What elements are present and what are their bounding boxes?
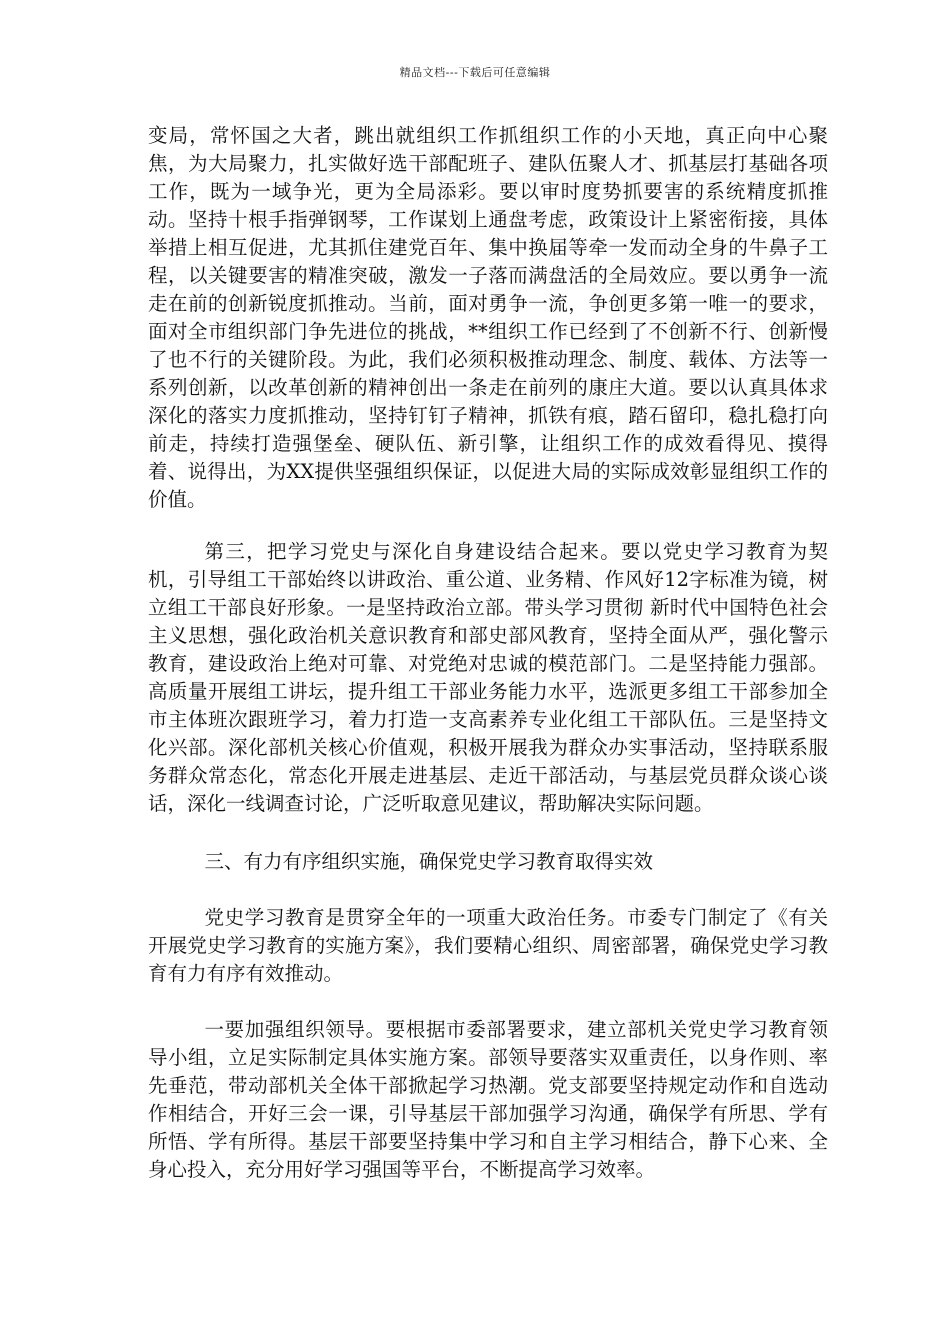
paragraph-third-point: 第三，把学习党史与深化自身建设结合起来。要以党史学习教育为契机，引导组工干部始终以讲政治、重公道、业务精、作风好12字标准为镜，树立组工干部良好形象。一是坚持政治立部。带头学习贯彻 新时代中国特色社会主义思想，强化政治机关意识教育和部史部风教育，坚持全面从严，强化警示教育，建设政治上绝对可靠、对党绝对忠诚的模范部门。二是坚持能力强部。高质量开展组工讲坛，提升组工干部业务能力水平，选派更多组工干部参加全市主体班次跟班学习，着力打造一支高素养专业化组工干部队伍。三是坚持文化兴部。深化部机关核心价值观，积极开展我为群众办实事活动，坚持联系服务群众常态化，常态化开展走进基层、走近干部活动，与基层党员群众谈心谈话，深化一线调查讨论，广泛听取意见建议，帮助解决实际问题。	[148, 540, 828, 815]
paragraph-continuation: 变局，常怀国之大者，跳出就组织工作抓组织工作的小天地，真正向中心聚焦，为大局聚力，扎实做好选干部配班子、建队伍聚人才、抓基层打基础各项工作，既为一域争光，更为全局添彩。要以审时度势抓要害的系统精度抓推动。坚持十根手指弹钢琴，工作谋划上通盘考虑，政策设计上紧密衔接，具体举措上相互促进，尤其抓住建党百年、集中换届等牵一发而动全身的牛鼻子工程，以关键要害的精准突破，激发一子落而满盘活的全局效应。要以勇争一流走在前的创新锐度抓推动。当前，面对勇争一流，争创更多第一唯一的要求，面对全市组织部门争先进位的挑战，**组织工作已经到了不创新不行、创新慢了也不行的关键阶段。为此，我们必须积极推动理念、制度、载体、方法等一系列创新，以改革创新的精神创出一条走在前列的康庄大道。要以认真具体求深化的落实力度抓推动，坚持钉钉子精神，抓铁有痕，踏石留印，稳扎稳打向前走，持续打造强堡垒、硬队伍、新引擎，让组织工作的成效看得见、摸得着、说得出，为XX提供坚强组织保证，以促进大局的实际成效彰显组织工作的价值。	[148, 124, 828, 511]
document-body	[148, 122, 828, 1184]
paragraph-intro: 党史学习教育是贯穿全年的一项重大政治任务。市委专门制定了《有关开展党史学习教育的实施方案》，我们要精心组织、周密部署，确保党史学习教育有力有序有效推动。	[148, 906, 828, 985]
section-heading: 三、有力有序组织实施，确保党史学习教育取得实效	[204, 850, 654, 873]
page-header: 精品文档---下载后可任意编辑	[399, 66, 551, 79]
paragraph-leadership: 一要加强组织领导。要根据市委部署要求，建立部机关党史学习教育领导小组，立足实际制定具体实施方案。部领导要落实双重责任，以身作则、率先垂范，带动部机关全体干部掀起学习热潮。党支部要坚持规定动作和自选动作相结合，开好三会一课，引导基层干部加强学习沟通，确保学有所思、学有所悟、学有所得。基层干部要坚持集中学习和自主学习相结合，静下心来、全身心投入，充分用好学习强国等平台，不断提高学习效率。	[148, 1018, 828, 1181]
